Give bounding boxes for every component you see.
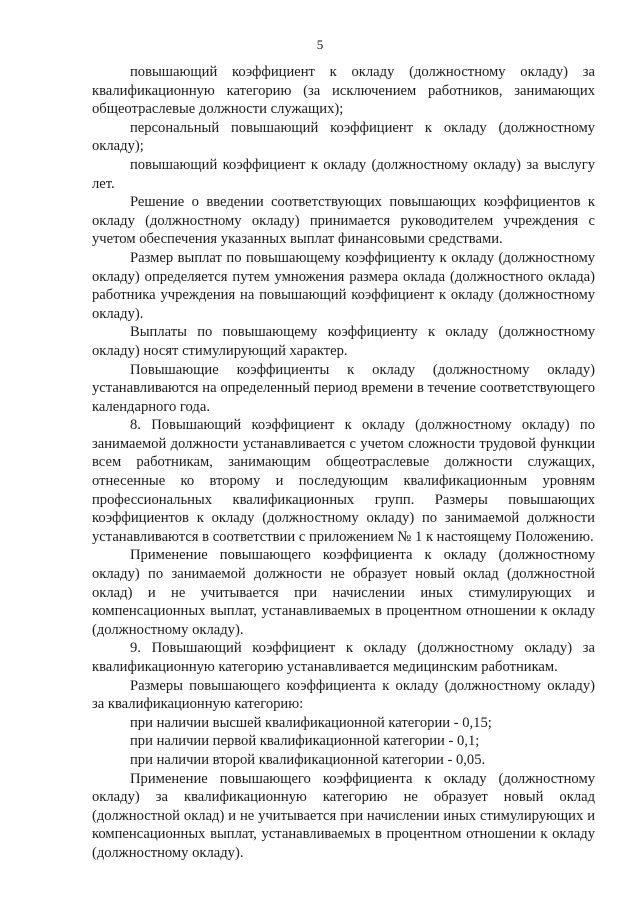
paragraph-item-8: 8. Повышающий коэффициент к окладу (должностному окладу) по занимаемой должности устанавливается с учетом сложности трудовой функции всем работникам, занимающим общеотраслевые должности служащих, отнесенные ко второму и последующим квалификационным уровням профессиональных квалификационных групп. Размеры повышающих коэффициентов к окладу (должностному окладу) по занимаемой должности устанавливаются в соответствии с приложением № 1 к настоящему Положению. xyxy=(92,417,595,545)
paragraph-seniority-coefficient: повышающий коэффициент к окладу (должностному окладу) за выслугу лет. xyxy=(92,156,595,192)
paragraph-item-9-application: Применение повышающего коэффициента к окладу (должностному окладу) за квалификационную категорию не образует новый оклад (должностной оклад) и не учитывается при начислении иных стимулирующих и компенсационных выплат, устанавливаемых в процентном отношении к окладу (должностному окладу). xyxy=(92,770,595,861)
document-body xyxy=(92,63,595,863)
list-item-first-category: при наличии первой квалификационной категории - 0,1; xyxy=(130,733,480,750)
paragraph-item-8-application: Применение повышающего коэффициента к окладу (должностному окладу) по занимаемой должности не образует новый оклад (должностной оклад) и не учитывается при начислении иных стимулирующих и компенсационных выплат, устанавливаемых в процентном отношении к окладу (должностному окладу). xyxy=(92,547,595,638)
paragraph-stimulating-nature: Выплаты по повышающему коэффициенту к окладу (должностному окладу) носят стимулирующий характер. xyxy=(92,324,595,359)
page-number: 5 xyxy=(316,37,324,52)
paragraph-payment-size: Размер выплат по повышающему коэффициенту к окладу (должностному окладу) определяется путем умножения размера оклада (должностного оклада) работника учреждения на повышающий коэффициент к окладу (должностному окладу). xyxy=(92,249,595,322)
list-item-highest-category: при наличии высшей квалификационной категории - 0,15; xyxy=(130,714,492,731)
paragraph-personal-coefficient: персональный повышающий коэффициент к окладу (должностному окладу); xyxy=(92,119,595,155)
paragraph-qualification-category-coefficient: повышающий коэффициент к окладу (должностному окладу) за квалификационную категорию (за исключением работников, занимающих общеотраслевые должности служащих); xyxy=(92,64,595,118)
paragraph-item-9: 9. Повышающий коэффициент к окладу (должностному окладу) за квалификационную категорию устанавливается медицинским работникам. xyxy=(92,640,595,675)
paragraph-item-9-sizes: Размеры повышающего коэффициента к окладу (должностному окладу) за квалификационную категорию: xyxy=(92,677,595,713)
paragraph-coefficient-period: Повышающие коэффициенты к окладу (должностному окладу) устанавливаются на определенный период времени в течение соответствующего календарного года. xyxy=(92,361,595,415)
paragraph-decision-on-coefficients: Решение о введении соответствующих повышающих коэффициентов к окладу (должностному окладу) принимается руководителем учреждения с учетом обеспечения указанных выплат финансовыми средствами. xyxy=(92,194,595,248)
list-item-second-category: при наличии второй квалификационной категории - 0,05. xyxy=(130,751,486,768)
